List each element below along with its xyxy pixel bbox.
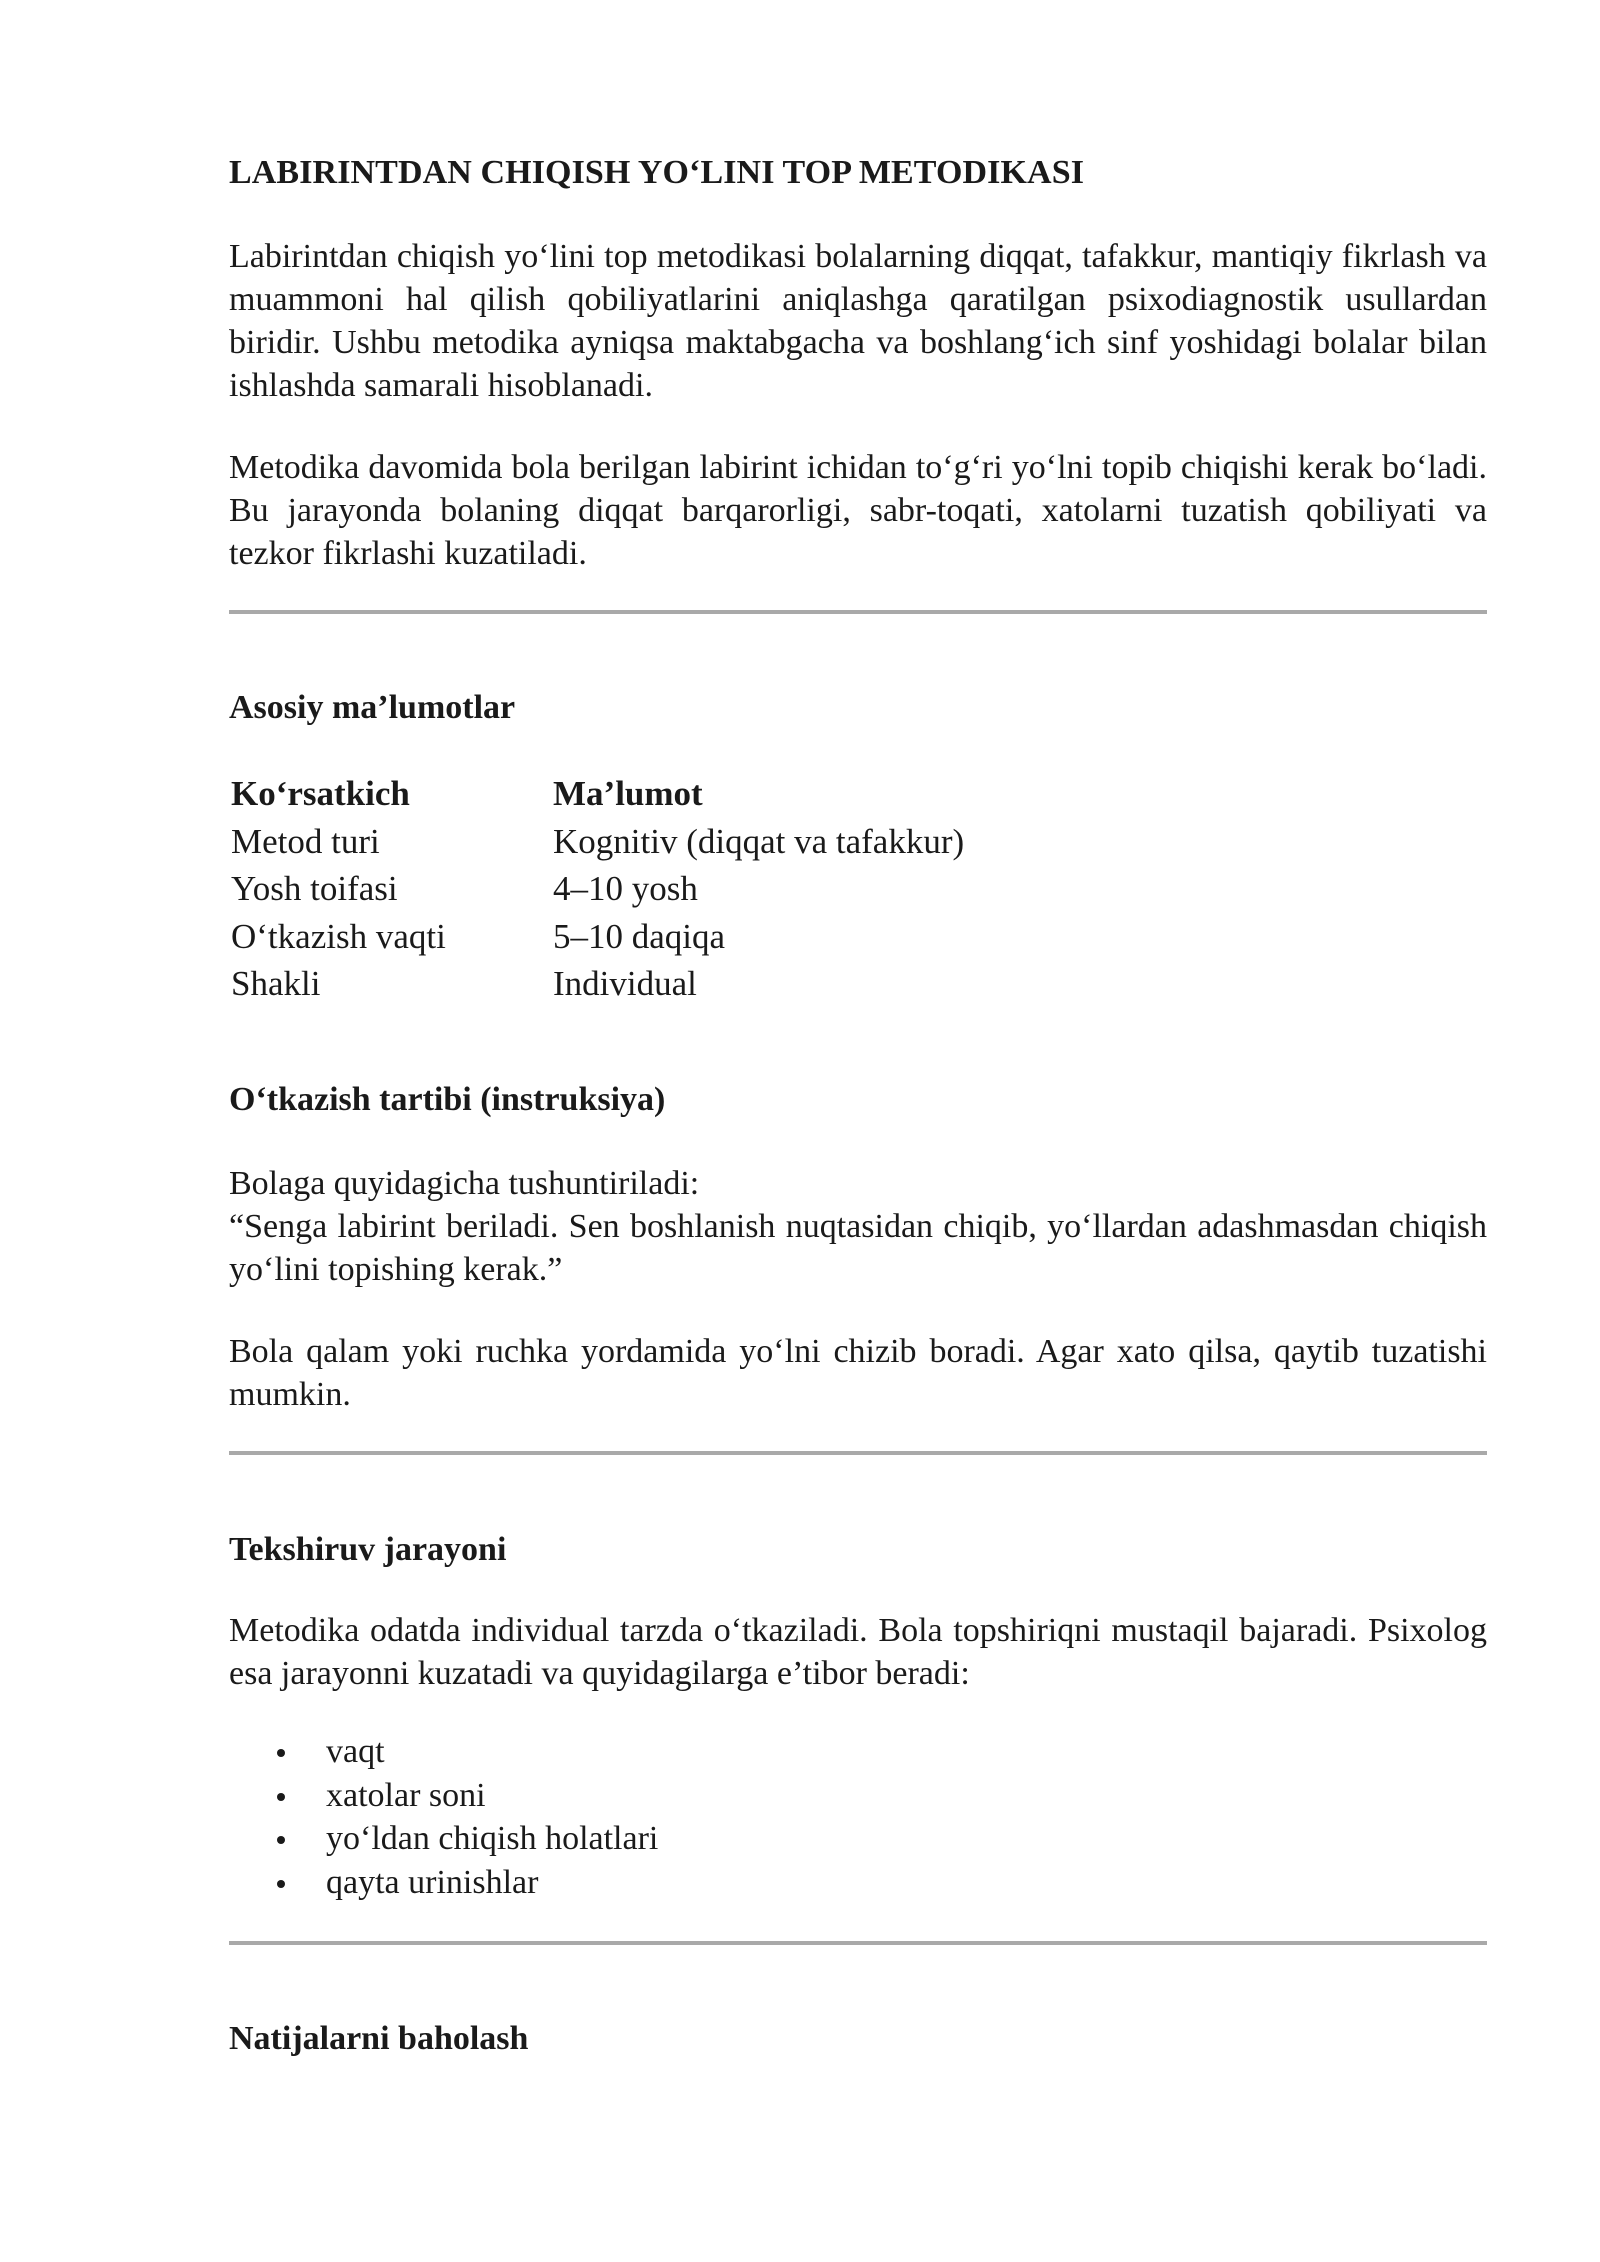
list-item-text: yo‘ldan chiqish holatlari <box>326 1820 659 1857</box>
bullet-icon <box>277 1836 285 1844</box>
table-row <box>229 865 1129 913</box>
instruction-heading: O‘tkazish tartibi (instruksiya) <box>229 1081 666 1118</box>
table-cell-value: 5–10 daqiqa <box>553 916 726 956</box>
observation-list <box>229 1730 658 1904</box>
bullet-icon <box>277 1880 285 1888</box>
column-header-info: Ma’lumot <box>553 774 703 813</box>
table-row <box>229 818 1129 866</box>
list-item-text: xatolar soni <box>326 1776 486 1814</box>
table-cell-label: Shakli <box>231 964 321 1003</box>
list-item <box>229 1817 658 1861</box>
table-row <box>229 960 1129 1008</box>
section-divider <box>229 1451 1487 1455</box>
document-title: LABIRINTDAN CHIQISH YO‘LINI TOP METODIKASI <box>229 154 1085 191</box>
list-item <box>229 1730 658 1774</box>
table-cell-label: O‘tkazish vaqti <box>231 916 446 956</box>
column-header-indicator: Ko‘rsatkich <box>231 774 410 813</box>
list-item <box>229 1774 658 1818</box>
instruction-intro-line: Bolaga quyidagicha tushuntiriladi: <box>229 1165 700 1202</box>
basic-info-table <box>229 770 1129 1008</box>
instruction-quote: “Senga labirint beriladi. Sen boshlanish nuqtasidan chiqib, yo‘llardan adashmasdan chiqish yo‘lini topishing kerak.” <box>229 1208 1487 1288</box>
bullet-icon <box>277 1793 285 1801</box>
table-cell-label: Yosh toifasi <box>231 869 398 908</box>
process-paragraph: Metodika odatda individual tarzda o‘tkaziladi. Bola topshiriqni mustaqil bajaradi. Psixolog esa jarayonni kuzatadi va quyidagilarga e’tibor beradi: <box>229 1612 1487 1692</box>
list-item <box>229 1861 658 1905</box>
table-cell-label: Metod turi <box>231 821 380 861</box>
instruction-paragraph: Bola qalam yoki ruchka yordamida yo‘lni chizib boradi. Agar xato qilsa, qaytib tuzatishi mumkin. <box>229 1333 1487 1413</box>
bullet-icon <box>277 1749 285 1757</box>
intro-paragraph-1: Labirintdan chiqish yo‘lini top metodikasi bolalarning diqqat, tafakkur, mantiqiy fikrlash va muammoni hal qilish qobiliyatlarini aniqlashga qaratilgan psixodiagnostik usullardan biridir. Ushbu metodika ayniqsa maktabgacha va boshlang‘ich sinf yoshidagi bolalar bilan ishlashda samarali hisoblanadi. <box>229 238 1487 404</box>
basic-info-heading: Asosiy ma’lumotlar <box>229 689 516 726</box>
table-row <box>229 913 1129 961</box>
list-item-text: vaqt <box>326 1733 385 1770</box>
table-header-row <box>229 770 1129 818</box>
results-heading: Natijalarni baholash <box>229 2020 529 2057</box>
section-divider <box>229 1941 1487 1945</box>
process-heading: Tekshiruv jarayoni <box>229 1531 507 1568</box>
table-cell-value: Kognitiv (diqqat va tafakkur) <box>553 821 965 861</box>
table-cell-value: Individual <box>553 964 697 1003</box>
table-cell-value: 4–10 yosh <box>553 869 698 908</box>
section-divider <box>229 610 1487 614</box>
list-item-text: qayta urinishlar <box>326 1863 539 1901</box>
intro-paragraph-2: Metodika davomida bola berilgan labirint ichidan to‘g‘ri yo‘lni topib chiqishi kerak bo‘ladi. Bu jarayonda bolaning diqqat barqarorligi, sabr-toqati, xatolarni tuzatish qobiliyati va tezkor fikrlashi kuzatiladi. <box>229 449 1487 572</box>
